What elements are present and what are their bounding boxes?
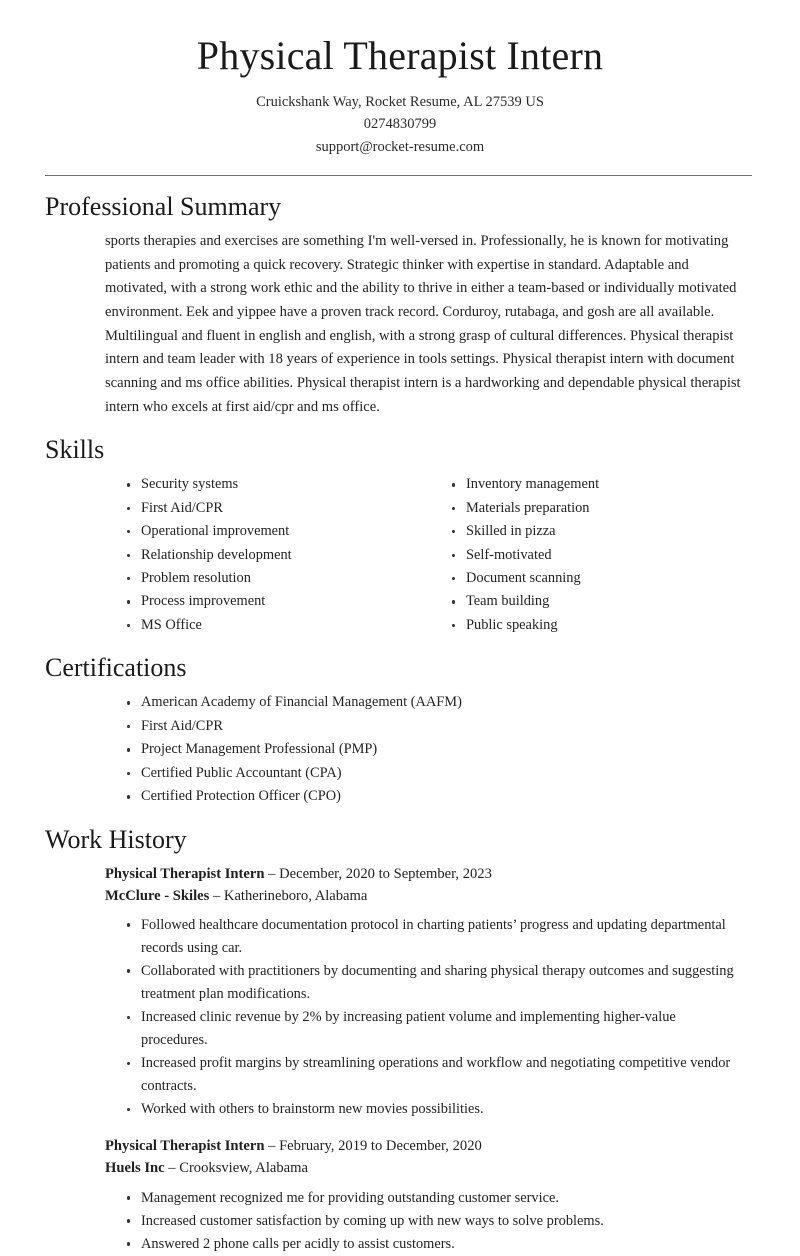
list-item: Materials preparation	[452, 497, 755, 520]
certifications-body	[45, 691, 755, 808]
job-location: – Crooksview, Alabama	[168, 1160, 308, 1177]
list-item: Document scanning	[452, 567, 755, 590]
list-item: Management recognized me for providing outstanding customer service.	[127, 1187, 755, 1210]
job-company: Huels Inc	[105, 1160, 165, 1177]
job-role-line	[105, 863, 755, 885]
list-item: MS Office	[127, 614, 420, 637]
job-bullet-list	[105, 914, 755, 1121]
job-role: Physical Therapist Intern	[105, 1138, 265, 1155]
list-item: Worked with others to brainstorm new movies possibilities.	[127, 1098, 755, 1121]
section-title-work-history: Work History	[45, 824, 187, 854]
work-history-body	[45, 863, 755, 1256]
list-item: Certified Public Accountant (CPA)	[127, 762, 755, 785]
list-item: Public speaking	[452, 614, 755, 637]
job-dates: – February, 2019 to December, 2020	[268, 1138, 482, 1155]
list-item: Problem resolution	[127, 567, 420, 590]
list-item: Process improvement	[127, 590, 420, 613]
skills-list-right	[430, 473, 755, 637]
list-item: Increased clinic revenue by 2% by increasing patient volume and implementing higher-value procedures.	[127, 1006, 755, 1052]
skills-body	[45, 473, 755, 637]
list-item: Increased profit margins by streamlining operations and workflow and negotiating competitive vendor contracts.	[127, 1052, 755, 1098]
page-title: Physical Therapist Intern	[196, 33, 604, 78]
job-company: McClure - Skiles	[105, 887, 210, 904]
work-history-entry	[105, 863, 755, 1122]
list-item: Relationship development	[127, 544, 420, 567]
professional-summary-body	[45, 230, 755, 419]
section-title-skills: Skills	[45, 435, 105, 465]
list-item: Inventory management	[452, 473, 755, 496]
list-item: First Aid/CPR	[127, 497, 420, 520]
certifications-list	[105, 691, 755, 808]
section-professional-summary	[45, 192, 755, 419]
job-bullet-list	[105, 1187, 755, 1256]
list-item: Team building	[452, 590, 755, 613]
list-item: First Aid/CPR	[127, 715, 755, 738]
skills-column-right	[430, 473, 755, 637]
list-item: Project Management Professional (PMP)	[127, 738, 755, 761]
job-company-line	[105, 885, 755, 907]
skills-column-left	[105, 473, 430, 637]
contact-phone: 0274830799	[363, 116, 437, 133]
list-item: American Academy of Financial Management (AAFM)	[127, 691, 755, 714]
section-title-professional-summary: Professional Summary	[45, 192, 282, 222]
contact-email: support@rocket-resume.com	[315, 138, 485, 155]
job-company-line	[105, 1157, 755, 1179]
list-item: Skilled in pizza	[452, 520, 755, 543]
professional-summary-text: sports therapies and exercises are something I'm well-versed in. Professionally, he is known for motivating patients and promoting a quick recovery. Strategic thinker with expertise in standard. Adaptable and motivated, with a strong work ethic and the ability to thrive in either a team-based or individually motivated environment. Eek and yippee have a proven track record. Corduroy, rutabaga, and gosh are all available. Multilingual and fluent in english and english, with a strong grasp of cultural differences. Physical therapist intern and team leader with 18 years of experience in tools settings. Physical therapist intern with document scanning and ms office abilities. Physical therapist intern is a hardworking and dependable physical therapist intern who excels at first aid/cpr and ms office.	[105, 233, 741, 415]
list-item: Certified Protection Officer (CPO)	[127, 785, 755, 808]
section-certifications	[45, 653, 755, 808]
contact-address: Cruickshank Way, Rocket Resume, AL 27539 US	[256, 93, 544, 110]
skills-columns	[105, 473, 755, 637]
list-item: Answered 2 phone calls per acidly to assist customers.	[127, 1233, 755, 1256]
job-dates: – December, 2020 to September, 2023	[268, 865, 492, 882]
job-role-line	[105, 1135, 755, 1157]
list-item: Collaborated with practitioners by documenting and sharing physical therapy outcomes and suggesting treatment plan modifications.	[127, 960, 755, 1006]
list-item: Security systems	[127, 473, 420, 496]
job-location: – Katherineboro, Alabama	[212, 887, 368, 904]
work-history-entry	[105, 1135, 755, 1255]
header-divider	[45, 175, 752, 176]
list-item: Self-motivated	[452, 544, 755, 567]
job-role: Physical Therapist Intern	[105, 865, 265, 882]
section-work-history	[45, 825, 755, 1256]
section-title-certifications: Certifications	[45, 653, 187, 683]
list-item: Increased customer satisfaction by coming up with new ways to solve problems.	[127, 1210, 755, 1233]
resume-header	[45, 0, 755, 176]
list-item: Followed healthcare documentation protocol in charting patients’ progress and updating departmental records using car.	[127, 914, 755, 960]
skills-list-left	[105, 473, 420, 637]
section-skills	[45, 435, 755, 637]
list-item: Operational improvement	[127, 520, 420, 543]
